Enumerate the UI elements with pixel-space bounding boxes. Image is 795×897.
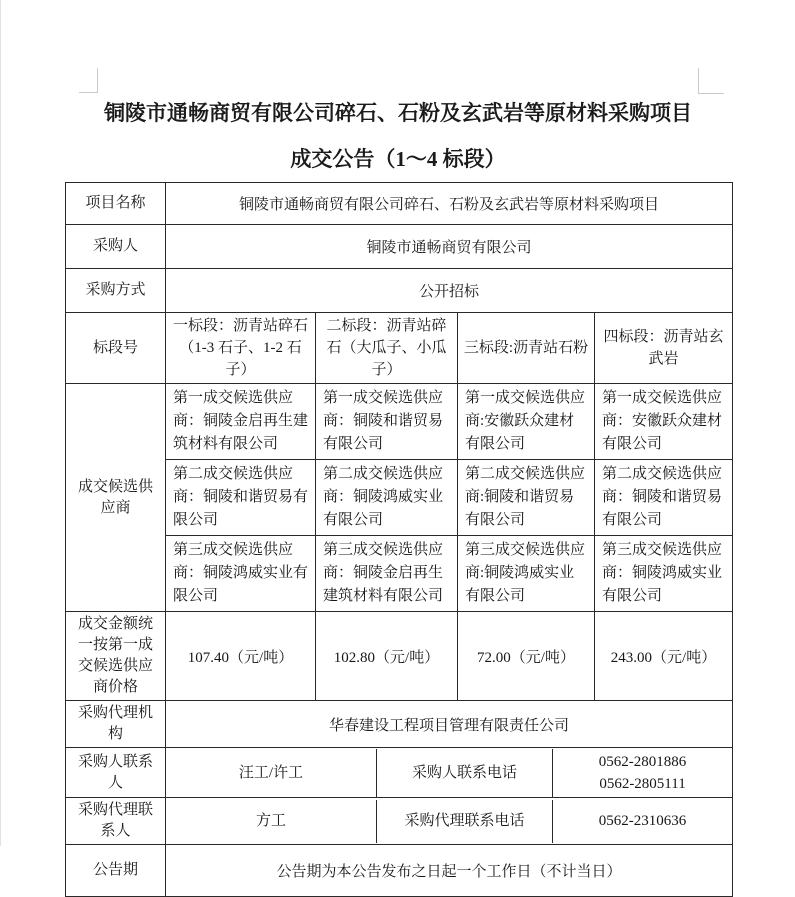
candidate-second-4: 第二成交候选供应商：铜陵和谐贸易有限公司 bbox=[595, 460, 733, 536]
notice-period-value: 公告期为本公告发布之日起一个工作日（不计当日） bbox=[166, 845, 733, 897]
candidate-first-2: 第一成交候选供应商：铜陵和谐贸易有限公司 bbox=[316, 384, 458, 460]
row-agency bbox=[66, 701, 733, 748]
section-4: 四标段：沥青站玄武岩 bbox=[595, 313, 733, 384]
row-candidates-first bbox=[66, 384, 733, 460]
agency-value: 华春建设工程项目管理有限责任公司 bbox=[166, 701, 733, 748]
notice-period-label: 公告期 bbox=[66, 845, 166, 897]
method-label: 采购方式 bbox=[66, 269, 166, 313]
purchaser-value: 铜陵市通畅商贸有限公司 bbox=[166, 225, 733, 269]
purchaser-phone-numbers bbox=[552, 749, 732, 797]
document-title bbox=[1, 0, 795, 173]
row-sections bbox=[66, 313, 733, 384]
candidate-third-1: 第三成交候选供应商：铜陵鸿威实业有限公司 bbox=[166, 536, 316, 612]
purchaser-phone-1: 0562-2801886 bbox=[598, 753, 687, 770]
margin-crop-mark-left bbox=[79, 68, 98, 93]
row-purchaser bbox=[66, 225, 733, 269]
purchaser-contact-label: 采购人联系人 bbox=[66, 748, 166, 798]
agency-contact-name: 方工 bbox=[255, 813, 286, 829]
announcement-table bbox=[65, 182, 733, 897]
candidate-second-1: 第二成交候选供应商：铜陵和谐贸易有限公司 bbox=[166, 460, 316, 536]
row-price bbox=[66, 612, 733, 701]
project-name-value: 铜陵市通畅商贸有限公司碎石、石粉及玄武岩等原材料采购项目 bbox=[166, 183, 733, 225]
row-candidates-third bbox=[66, 536, 733, 612]
row-candidates-second bbox=[66, 460, 733, 536]
project-name-label: 项目名称 bbox=[66, 183, 166, 225]
agency-contact-label: 采购代理联系人 bbox=[66, 798, 166, 845]
purchaser-label: 采购人 bbox=[66, 225, 166, 269]
price-4: 243.00（元/吨） bbox=[595, 612, 733, 701]
section-3: 三标段:沥青站石粉 bbox=[458, 313, 595, 384]
candidate-first-3: 第一成交候选供应商:安徽跃众建材有限公司 bbox=[458, 384, 595, 460]
title-line-1: 铜陵市通畅商贸有限公司碎石、石粉及玄武岩等原材料采购项目 bbox=[104, 101, 692, 125]
purchaser-phone-label: 采购人联系电话 bbox=[376, 749, 552, 797]
price-1: 107.40（元/吨） bbox=[166, 612, 316, 701]
sections-label: 标段号 bbox=[66, 313, 166, 384]
price-3: 72.00（元/吨） bbox=[458, 612, 595, 701]
method-value: 公开招标 bbox=[166, 269, 733, 313]
purchaser-phone-2: 0562-2805111 bbox=[599, 775, 686, 792]
candidate-first-4: 第一成交候选供应商：安徽跃众建材有限公司 bbox=[595, 384, 733, 460]
candidate-second-2: 第二成交候选供应商：铜陵鸿威实业有限公司 bbox=[316, 460, 458, 536]
section-2: 二标段：沥青站碎石（大瓜子、小瓜子） bbox=[316, 313, 458, 384]
row-purchaser-contact bbox=[66, 748, 733, 798]
agency-phone-label: 采购代理联系电话 bbox=[376, 800, 552, 843]
title-line-2: 成交公告（1～4 标段） bbox=[290, 147, 506, 171]
section-1: 一标段：沥青站碎石（1-3 石子、1-2 石子） bbox=[166, 313, 316, 384]
agency-phone-number: 0562-2310636 bbox=[552, 800, 732, 843]
agency-label: 采购代理机构 bbox=[66, 701, 166, 748]
price-2: 102.80（元/吨） bbox=[316, 612, 458, 701]
row-project-name bbox=[66, 183, 733, 225]
candidate-second-3: 第二成交候选供应商:铜陵和谐贸易有限公司 bbox=[458, 460, 595, 536]
candidate-third-4: 第三成交候选供应商：铜陵鸿威实业有限公司 bbox=[595, 536, 733, 612]
candidate-third-3: 第三成交候选供应商:铜陵鸿威实业有限公司 bbox=[458, 536, 595, 612]
candidate-third-2: 第三成交候选供应商：铜陵金启再生建筑材料有限公司 bbox=[316, 536, 458, 612]
row-notice-period bbox=[66, 845, 733, 897]
candidates-label: 成交候选供应商 bbox=[66, 384, 166, 612]
row-agency-contact bbox=[66, 798, 733, 845]
price-label: 成交金额统一按第一成交候选供应商价格 bbox=[66, 612, 166, 701]
candidate-first-1: 第一成交候选供应商：铜陵金启再生建筑材料有限公司 bbox=[166, 384, 316, 460]
row-method bbox=[66, 269, 733, 313]
margin-crop-mark-right bbox=[698, 68, 724, 94]
purchaser-contact-name: 汪工/许工 bbox=[238, 764, 304, 781]
